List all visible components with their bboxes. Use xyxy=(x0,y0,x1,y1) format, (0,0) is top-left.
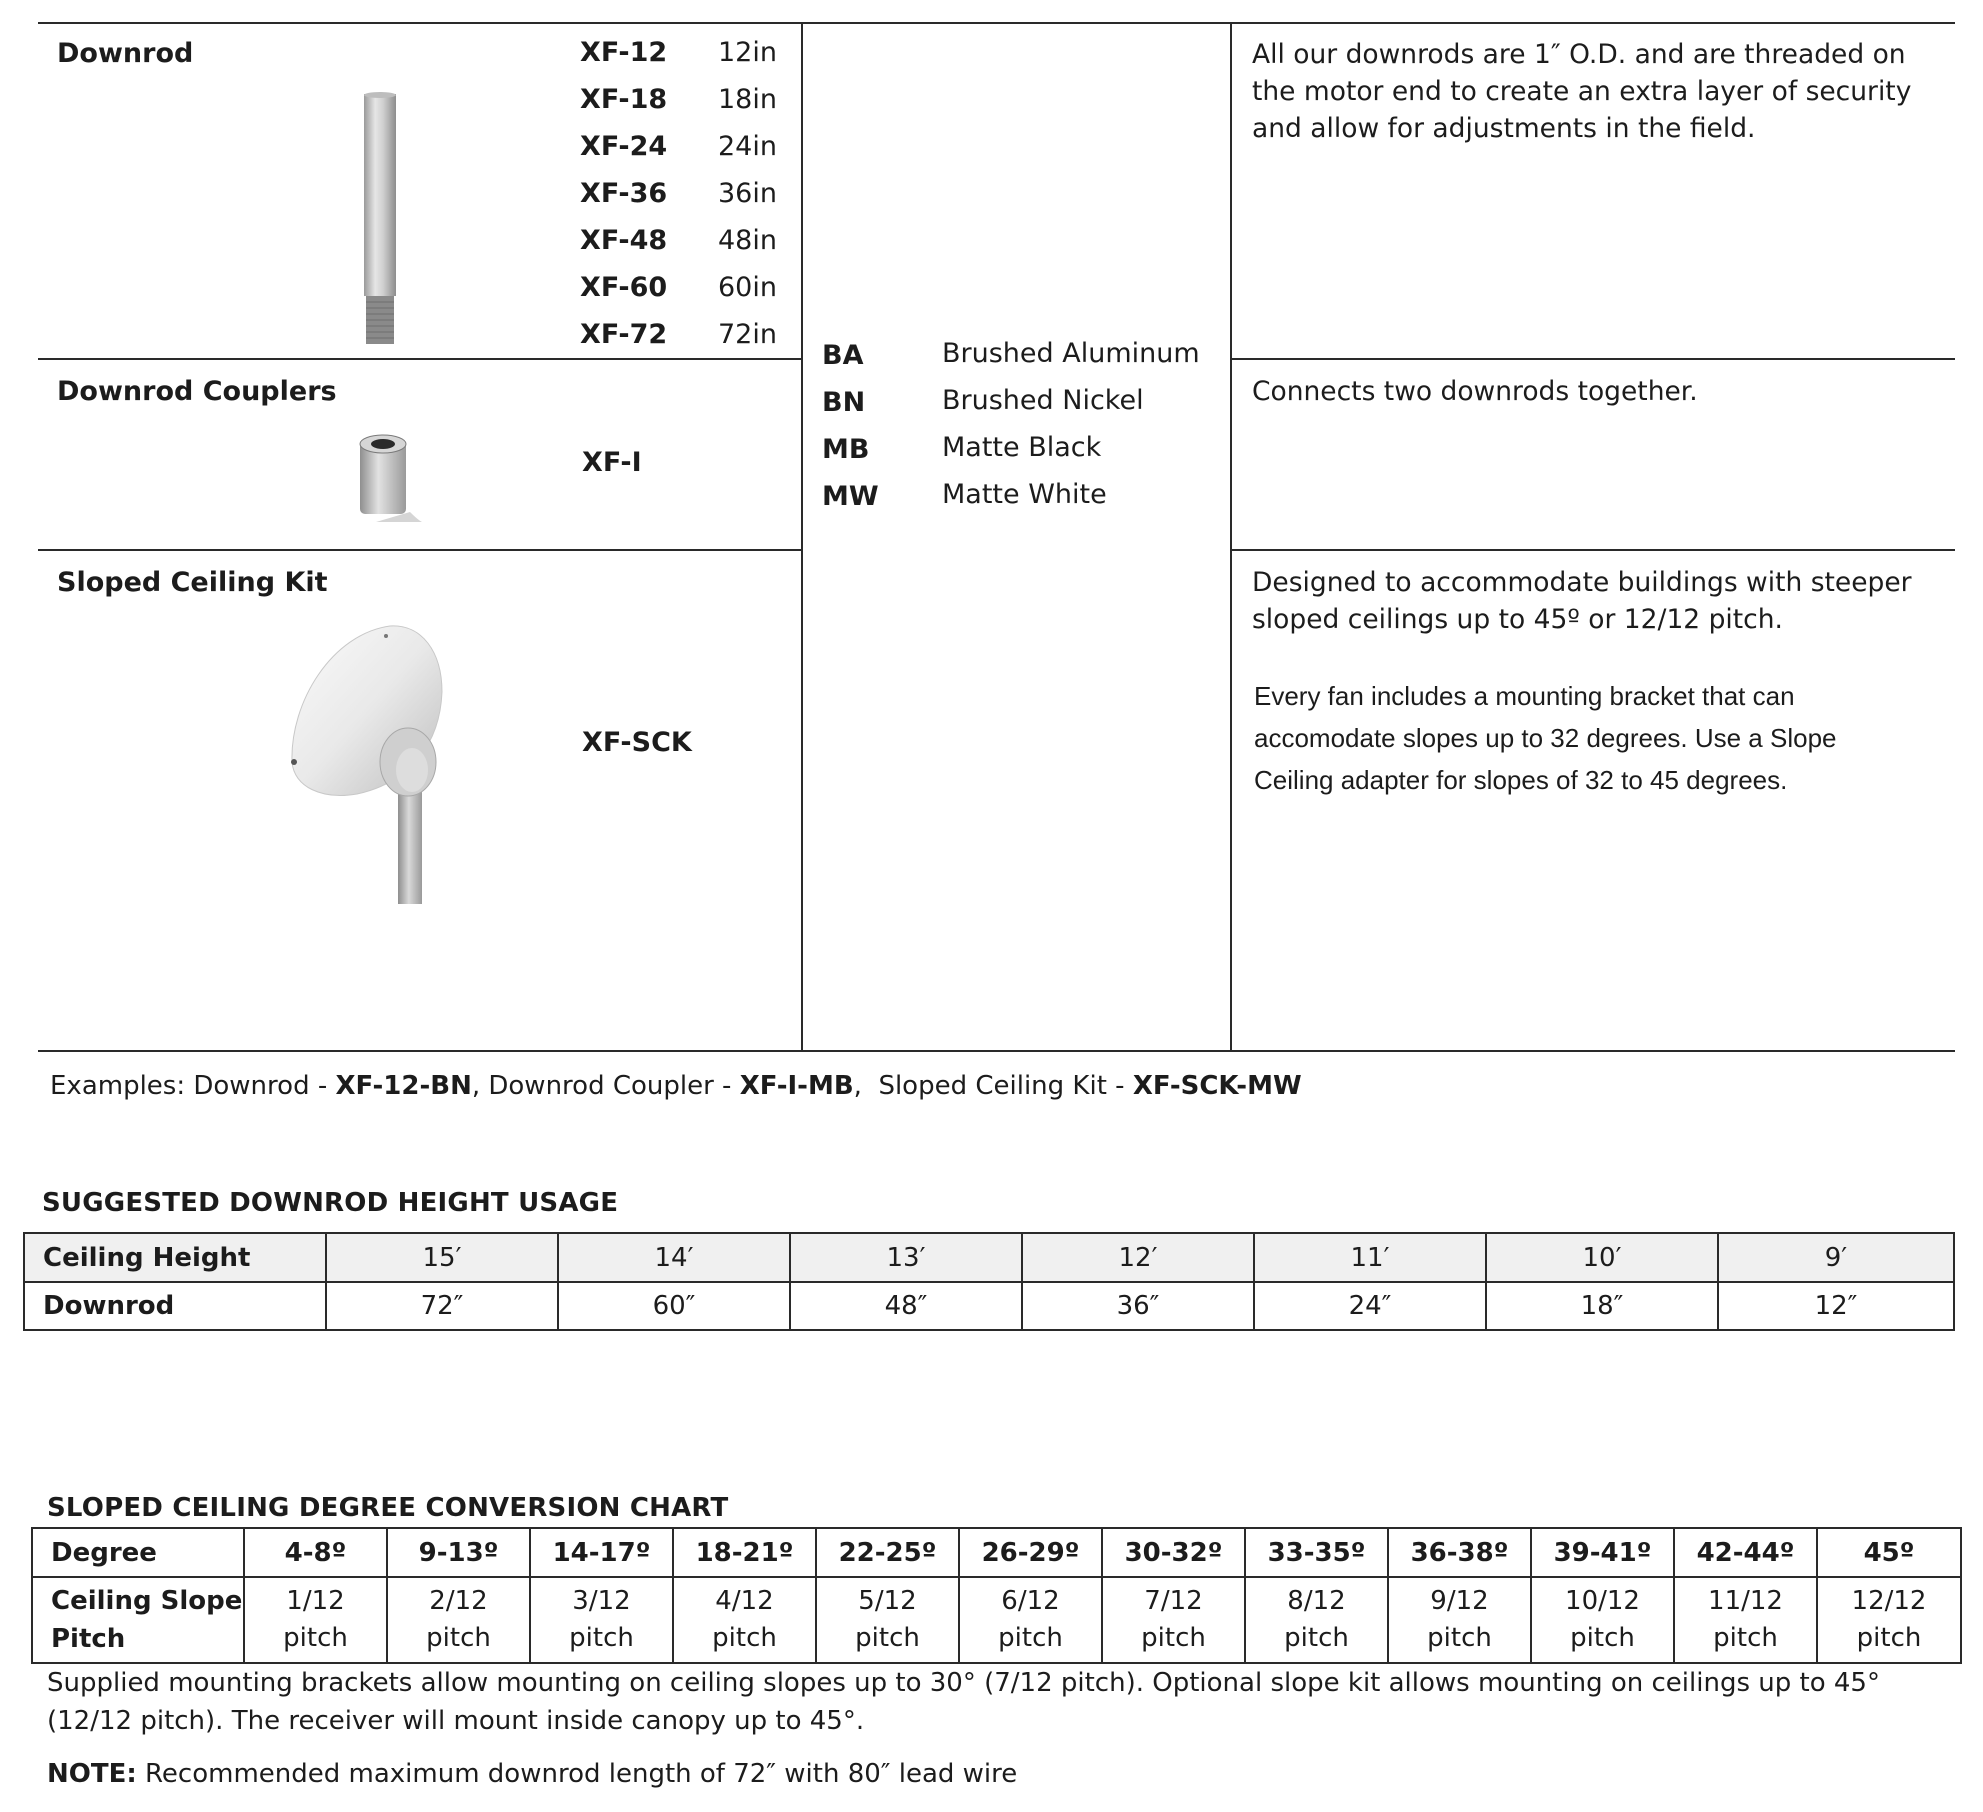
sloped-kit-title: Sloped Ceiling Kit xyxy=(57,567,328,598)
downrod-length-cell: 72″ xyxy=(326,1282,558,1330)
pitch-label: Pitch xyxy=(51,1624,126,1654)
height-table-title: SUGGESTED DOWNROD HEIGHT USAGE xyxy=(42,1188,619,1218)
ceiling-height-cell: 12′ xyxy=(1022,1233,1254,1282)
ceiling-slope-pitch-label xyxy=(32,1577,244,1663)
downrod-code: XF-48 xyxy=(580,225,668,256)
ceiling-height-cell: 15′ xyxy=(326,1233,558,1282)
examples-mid2: , Sloped Ceiling Kit - xyxy=(853,1071,1133,1101)
pitch-word: pitch xyxy=(1141,1623,1206,1653)
mounting-note-line1: Supplied mounting brackets allow mounting on ceiling slopes up to 30° (7/12 pitch). Optional slope kit allows mounting on ceilings up to 45° xyxy=(47,1668,1880,1698)
degree-cell: 9-13º xyxy=(387,1528,530,1577)
downrod-code: XF-18 xyxy=(580,84,668,115)
pitch-word: pitch xyxy=(426,1623,491,1653)
sloped-kit-bracket-note: Every fan includes a mounting bracket that can accomodate slopes up to 32 degrees. Use a Slope Ceiling adapter for slopes of 32 to 45 degrees. xyxy=(1254,681,1837,795)
degree-cell: 18-21º xyxy=(673,1528,816,1577)
degree-label: Degree xyxy=(32,1528,244,1577)
note-label: NOTE: xyxy=(47,1759,137,1789)
examples-mid1: , Downrod Coupler - xyxy=(471,1071,740,1101)
pitch-ratio: 8/12 xyxy=(1287,1586,1346,1616)
ceiling-height-cell: 10′ xyxy=(1486,1233,1718,1282)
pitch-word: pitch xyxy=(1284,1623,1349,1653)
row-divider-right-1 xyxy=(1232,358,1955,360)
pitch-word: pitch xyxy=(998,1623,1063,1653)
pitch-ratio: 10/12 xyxy=(1565,1586,1640,1616)
downrod-length-cell: 24″ xyxy=(1254,1282,1486,1330)
slope-table xyxy=(31,1527,1962,1664)
finish-name: Brushed Nickel xyxy=(942,385,1144,416)
pitch-cell xyxy=(1674,1577,1817,1663)
height-table xyxy=(23,1232,1955,1331)
pitch-word: pitch xyxy=(283,1623,348,1653)
downrod-length-cell: 36″ xyxy=(1022,1282,1254,1330)
finish-name: Matte Black xyxy=(942,432,1102,463)
coupler-description: Connects two downrods together. xyxy=(1252,376,1698,407)
examples-prefix: Examples: Downrod - xyxy=(50,1071,336,1101)
downrod-length: 36in xyxy=(718,178,777,209)
downrod-length-cell: 18″ xyxy=(1486,1282,1718,1330)
col-divider-2 xyxy=(1230,22,1232,1052)
finish-name: Brushed Aluminum xyxy=(942,338,1200,369)
downrod-label: Downrod xyxy=(24,1282,326,1330)
degree-cell: 45º xyxy=(1817,1528,1961,1577)
finish-code: MW xyxy=(822,481,879,512)
pitch-word: pitch xyxy=(1427,1623,1492,1653)
mounting-note xyxy=(47,1664,1927,1740)
coupler-title: Downrod Couplers xyxy=(57,376,337,407)
degree-cell: 22-25º xyxy=(816,1528,959,1577)
pitch-cell xyxy=(1817,1577,1961,1663)
pitch-cell xyxy=(530,1577,673,1663)
pitch-ratio: 5/12 xyxy=(858,1586,917,1616)
downrod-length: 18in xyxy=(718,84,777,115)
finish-code: BA xyxy=(822,340,864,371)
pitch-ratio: 7/12 xyxy=(1144,1586,1203,1616)
mounting-note-line2: (12/12 pitch). The receiver will mount inside canopy up to 45°. xyxy=(47,1706,865,1736)
slope-table-title: SLOPED CEILING DEGREE CONVERSION CHART xyxy=(47,1493,729,1523)
pitch-cell xyxy=(387,1577,530,1663)
finish-name: Matte White xyxy=(942,479,1107,510)
downrod-length-cell: 48″ xyxy=(790,1282,1022,1330)
downrod-max-note xyxy=(47,1755,1017,1793)
finish-code: MB xyxy=(822,434,870,465)
coupler-code: XF-I xyxy=(582,447,642,478)
downrod-code: XF-24 xyxy=(580,131,668,162)
degree-cell: 36-38º xyxy=(1388,1528,1531,1577)
ceiling-slope-label: Ceiling Slope xyxy=(51,1586,243,1616)
example-coupler: XF-I-MB xyxy=(739,1071,854,1101)
sloped-kit-code: XF-SCK xyxy=(582,727,692,758)
downrod-length: 12in xyxy=(718,37,777,68)
downrod-code: XF-36 xyxy=(580,178,668,209)
ceiling-height-label: Ceiling Height xyxy=(24,1233,326,1282)
top-rule xyxy=(38,22,1955,24)
degree-cell: 42-44º xyxy=(1674,1528,1817,1577)
note-text: Recommended maximum downrod length of 72″ with 80″ lead wire xyxy=(136,1759,1018,1789)
pitch-word: pitch xyxy=(712,1623,777,1653)
ceiling-height-cell: 11′ xyxy=(1254,1233,1486,1282)
ceiling-height-cell: 9′ xyxy=(1718,1233,1954,1282)
pitch-cell xyxy=(1245,1577,1388,1663)
pitch-word: pitch xyxy=(1856,1623,1922,1653)
downrod-code: XF-60 xyxy=(580,272,668,303)
degree-cell: 4-8º xyxy=(244,1528,387,1577)
downrod-code: XF-12 xyxy=(580,37,668,68)
pitch-word: pitch xyxy=(1570,1623,1635,1653)
finish-code: BN xyxy=(822,387,866,418)
downrod-description: All our downrods are 1″ O.D. and are threaded on the motor end to create an extra layer of security and allow for adjustments in the field. xyxy=(1252,39,1912,144)
pitch-word: pitch xyxy=(855,1623,920,1653)
bottom-rule xyxy=(38,1050,1955,1052)
sloped-kit-description: Designed to accommodate buildings with steeper sloped ceilings up to 45º or 12/12 pitch. xyxy=(1252,567,1912,635)
downrod-length: 48in xyxy=(718,225,777,256)
pitch-ratio: 3/12 xyxy=(572,1586,631,1616)
downrod-length-cell: 12″ xyxy=(1718,1282,1954,1330)
pitch-cell xyxy=(244,1577,387,1663)
pitch-cell xyxy=(1388,1577,1531,1663)
example-sloped-kit: XF-SCK-MW xyxy=(1132,1071,1302,1101)
downrod-length: 24in xyxy=(718,131,777,162)
degree-cell: 39-41º xyxy=(1531,1528,1674,1577)
downrod-code: XF-72 xyxy=(580,319,668,350)
col-divider-1 xyxy=(801,22,803,1052)
ceiling-height-cell: 14′ xyxy=(558,1233,790,1282)
row-divider-left-1 xyxy=(38,358,803,360)
pitch-ratio: 2/12 xyxy=(429,1586,488,1616)
pitch-ratio: 1/12 xyxy=(286,1586,345,1616)
row-divider-right-2 xyxy=(1232,549,1955,551)
coupler-image xyxy=(352,432,422,524)
pitch-cell xyxy=(673,1577,816,1663)
degree-cell: 33-35º xyxy=(1245,1528,1388,1577)
downrod-length: 60in xyxy=(718,272,777,303)
pitch-word: pitch xyxy=(1713,1623,1778,1653)
pitch-ratio: 4/12 xyxy=(715,1586,774,1616)
pitch-cell xyxy=(959,1577,1102,1663)
pitch-ratio: 11/12 xyxy=(1708,1586,1783,1616)
downrod-title: Downrod xyxy=(57,38,194,69)
pitch-ratio: 12/12 xyxy=(1851,1586,1927,1616)
degree-cell: 30-32º xyxy=(1102,1528,1245,1577)
example-downrod: XF-12-BN xyxy=(335,1071,472,1101)
degree-cell: 26-29º xyxy=(959,1528,1102,1577)
downrod-image xyxy=(360,92,400,347)
examples-line xyxy=(50,1071,1302,1101)
sloped-kit-image xyxy=(282,622,472,907)
downrod-length-cell: 60″ xyxy=(558,1282,790,1330)
pitch-cell xyxy=(1102,1577,1245,1663)
degree-cell: 14-17º xyxy=(530,1528,673,1577)
pitch-cell xyxy=(1531,1577,1674,1663)
ceiling-height-cell: 13′ xyxy=(790,1233,1022,1282)
row-divider-left-2 xyxy=(38,549,803,551)
downrod-length: 72in xyxy=(718,319,777,350)
pitch-word: pitch xyxy=(569,1623,634,1653)
pitch-ratio: 9/12 xyxy=(1430,1586,1489,1616)
pitch-ratio: 6/12 xyxy=(1001,1586,1060,1616)
pitch-cell xyxy=(816,1577,959,1663)
